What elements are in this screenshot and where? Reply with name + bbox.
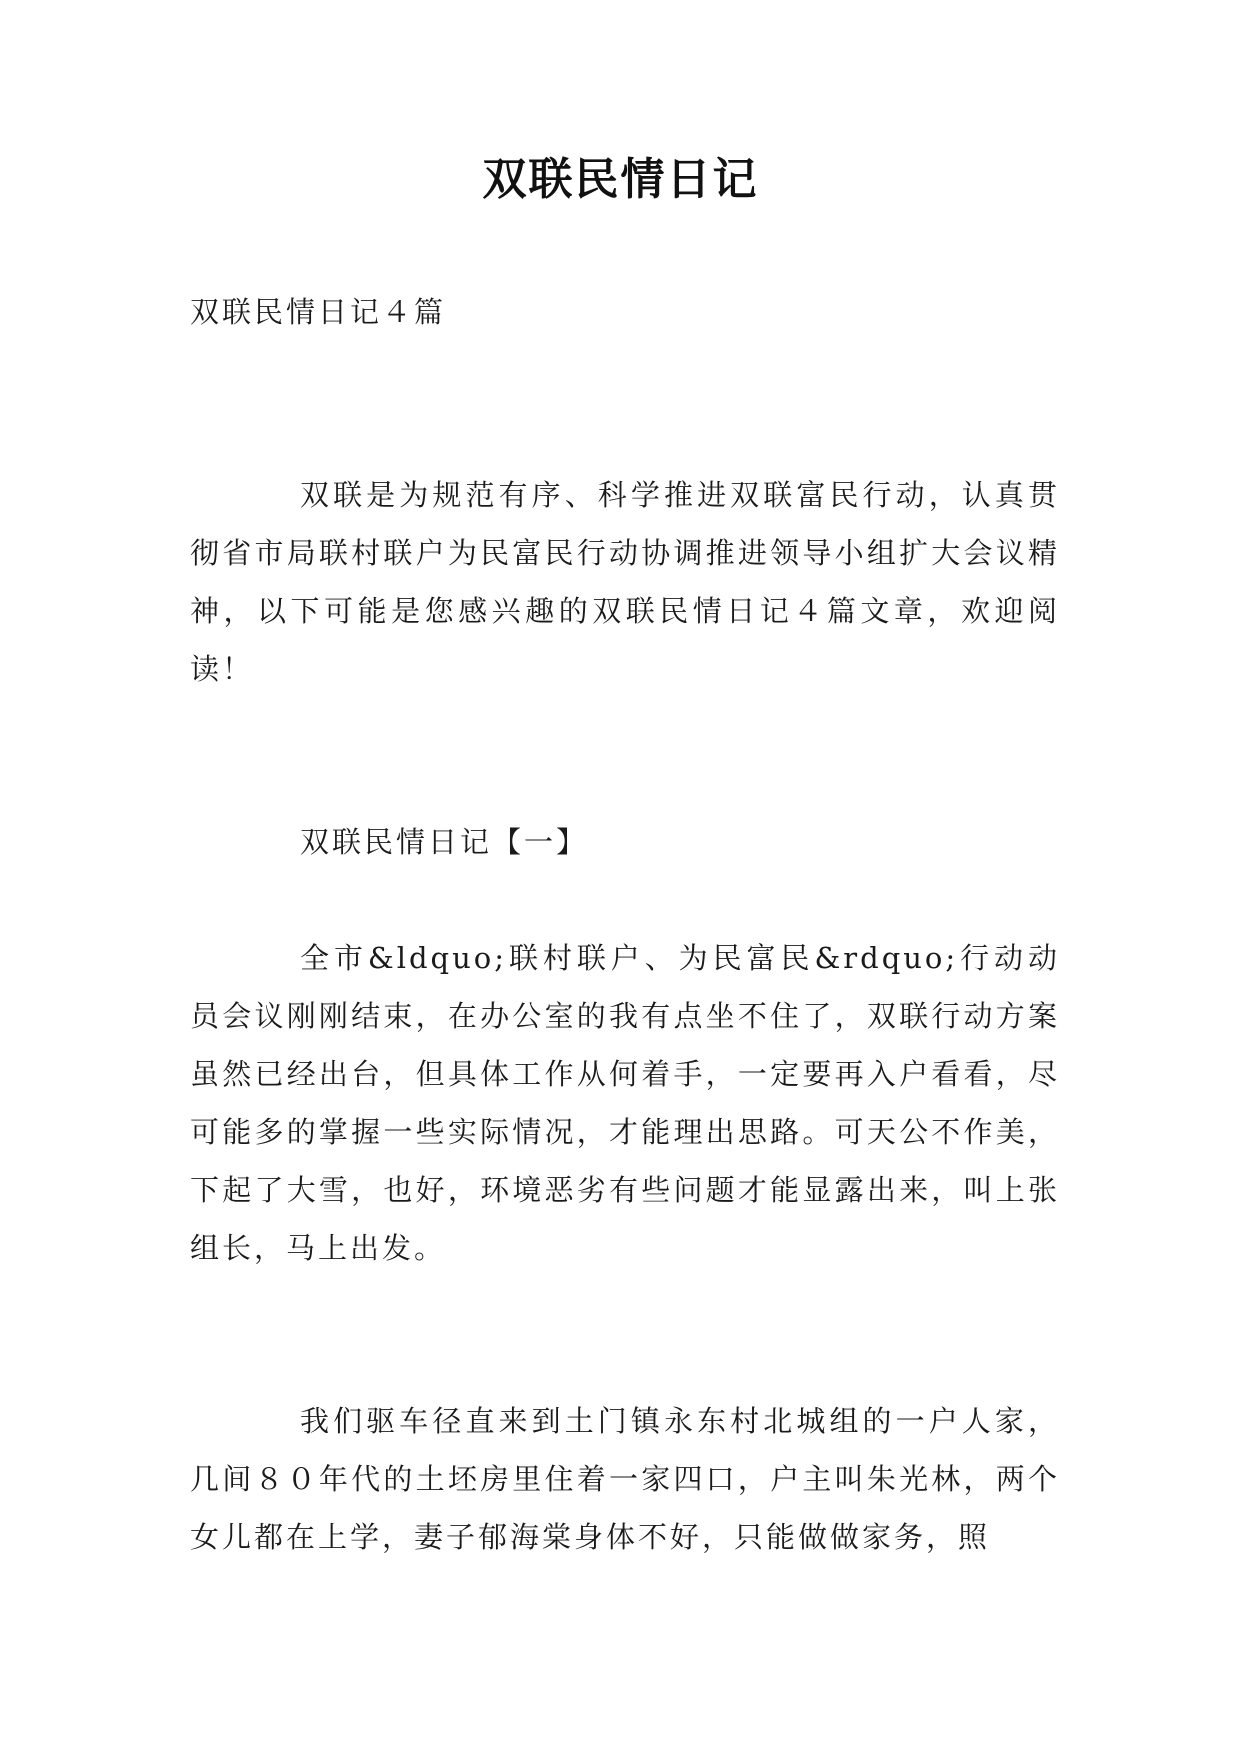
intro-paragraph: 双联是为规范有序、科学推进双联富民行动，认真贯彻省市局联村联户为民富民行动协调推进领导小组扩大会议精神，以下可能是您感兴趣的双联民情日记４篇文章，欢迎阅读！ — [190, 478, 1060, 686]
document-subtitle: 双联民情日记４篇 — [190, 295, 447, 329]
section-paragraph: 我们驱车径直来到土门镇永东村北城组的一户人家，几间８０年代的土坯房里住着一家四口，户主叫朱光林，两个女儿都在上学，妻子郁海棠身体不好，只能做做家务，照 — [190, 1404, 1060, 1554]
section-paragraph: 全市&ldquo;联村联户、为民富民&rdquo;行动动员会议刚刚结束，在办公室的我有点坐不住了，双联行动方案虽然已经出台，但具体工作从何着手，一定要再入户看看，尽可能多的掌握一些实际情况，才能理出思路。可天公不作美，下起了大雪，也好，环境恶劣有些问题才能显露出来，叫上张组长，马上出发。 — [190, 941, 1060, 1265]
document-title: 双联民情日记 — [482, 154, 759, 205]
section-heading: 双联民情日记【一】 — [300, 825, 589, 859]
